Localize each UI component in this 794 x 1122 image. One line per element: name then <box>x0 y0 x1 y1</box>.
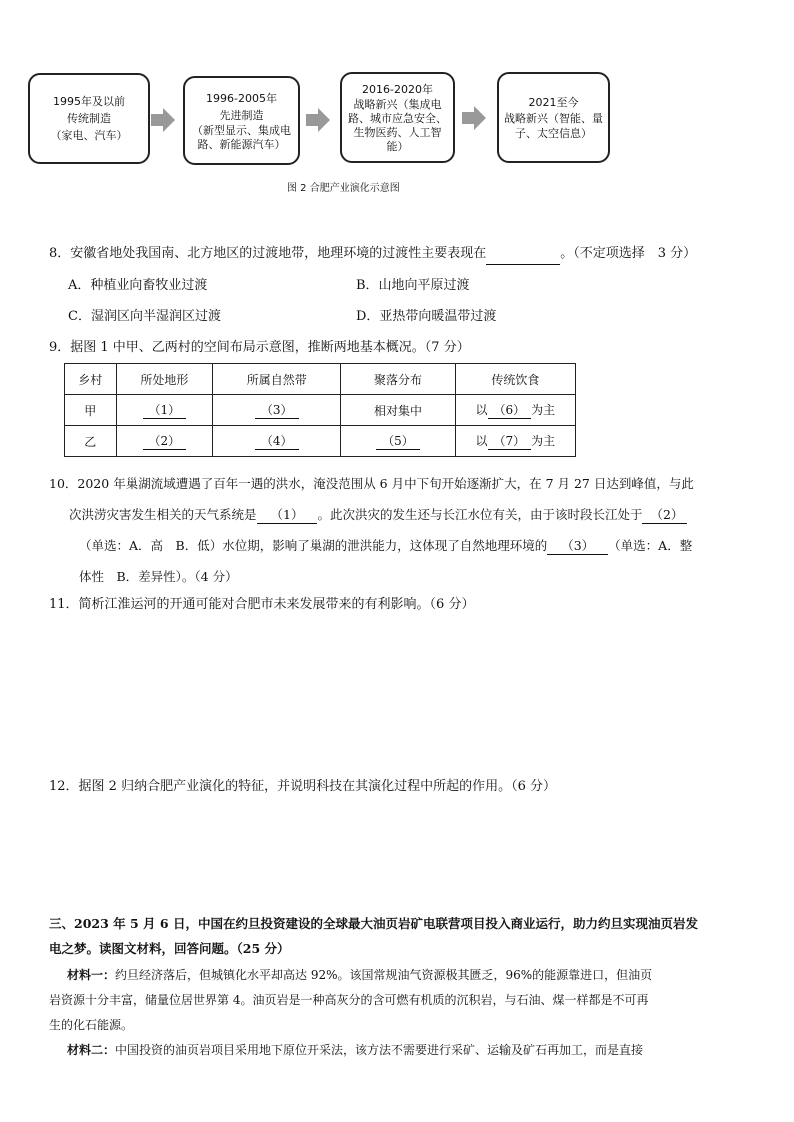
header-terrain: 所处地形 <box>116 364 213 395</box>
table-row <box>65 426 576 457</box>
question-8-blank <box>486 244 560 265</box>
table-header-row <box>65 364 576 395</box>
question-12: 12．据图 2 归纳合肥产业演化的特征，并说明科技在其演化过程中所起的作用。（6 分） <box>49 779 556 794</box>
row-1-village: 甲 <box>65 395 117 426</box>
flow-box-2-stage: 先进制造 <box>219 108 264 122</box>
flow-box-2-detail: （新型显示、集成电路、新能源汽车） <box>192 123 291 151</box>
header-diet: 传统饮食 <box>455 364 575 395</box>
question-10-line-3 <box>49 530 749 561</box>
question-10-blank-2: （2） <box>642 507 687 524</box>
question-10-text-d: （单选：A．整 <box>608 538 693 553</box>
question-10-line-1: 10．2020 年巢湖流域遭遇了百年一遇的洪水，淹没范围从 6 月中下旬开始逐渐扩大，在 7 月 27 日达到峰值，与此 <box>49 476 694 491</box>
question-10-text-a: 次洪涝灾害发生相关的天气系统是 <box>69 507 257 522</box>
figure-caption: 图 2 合肥产业演化示意图 <box>287 183 400 194</box>
question-8-stem-tail: 。（不定项选择 3 分） <box>560 246 697 261</box>
flow-box-4-year: 2021至今 <box>528 96 579 109</box>
row-1-diet-post: 为主 <box>531 403 556 417</box>
flow-box-4-detail: 战略新兴（智能、量子、太空信息） <box>504 112 603 140</box>
flow-box-2 <box>183 76 300 165</box>
question-8-option-c: C．湿润区向半湿润区过渡 <box>68 309 221 324</box>
flow-box-3-year: 2016-2020年 <box>362 83 433 96</box>
question-10-line-4: 体性 B．差异性）。（4 分） <box>79 569 238 584</box>
question-9-stem: 9．据图 1 中甲、乙两村的空间布局示意图，推断两地基本概况。（7 分） <box>49 340 470 355</box>
question-10-text-b: 。此次洪灾的发生还与长江水位有关，由于该时段长江处于 <box>317 507 643 522</box>
flow-box-1-detail: （家电、汽车） <box>50 129 128 142</box>
material-1-line-3: 生的化石能源。 <box>49 1018 134 1032</box>
row-2-diet-pre: 以 <box>475 434 488 448</box>
material-2-line-1 <box>49 1038 749 1063</box>
row-1-terrain-blank: （1） <box>143 402 187 419</box>
flow-box-1 <box>28 73 150 164</box>
row-1-diet-pre: 以 <box>475 403 488 417</box>
header-village: 乡村 <box>65 364 117 395</box>
question-10-text-c: （单选：A．高 B．低）水位期，影响了巢湖的泄洪能力，这体现了自然地理环境的 <box>79 538 548 553</box>
material-1-label: 材料一： <box>67 968 116 982</box>
question-9-table <box>64 363 576 457</box>
row-2-settlement-blank: （5） <box>376 433 420 450</box>
section-3-title-line-2: 电之梦。读图文材料，回答问题。（25 分） <box>49 941 290 956</box>
flow-box-2-year: 1996-2005年 <box>206 91 277 105</box>
material-1-line-1 <box>49 963 749 988</box>
row-1-zone-blank: （3） <box>255 402 299 419</box>
question-8-option-a: A．种植业向畜牧业过渡 <box>68 278 208 293</box>
flow-box-1-stage: 传统制造 <box>67 112 111 125</box>
flow-arrow-3-icon <box>461 105 487 131</box>
question-11: 11．简析江淮运河的开通可能对合肥市未来发展带来的有利影响。（6 分） <box>49 597 475 612</box>
row-1-diet-blank: （6） <box>488 402 532 419</box>
material-1-line-2: 岩资源十分丰富，储量位居世界第 4。油页岩是一种高灰分的含可燃有机质的沉积岩，与石油、煤一样都是不可再 <box>49 993 649 1007</box>
material-1-text-1: 约旦经济落后，但城镇化水平却高达 92%。该国常规油气资源极其匮乏，96%的能源靠进口，但油页 <box>115 968 653 982</box>
flow-box-4 <box>497 72 610 163</box>
question-10-blank-3: （3） <box>547 538 608 555</box>
flow-box-3 <box>340 72 455 163</box>
flow-arrow-2-icon <box>305 107 331 133</box>
question-10-line-2 <box>49 499 749 530</box>
question-10 <box>49 468 749 592</box>
flow-box-1-year: 1995年及以前 <box>53 95 125 108</box>
question-8-option-d: D．亚热带向暖温带过渡 <box>356 309 497 324</box>
header-settlement: 聚落分布 <box>341 364 455 395</box>
material-2-text-1: 中国投资的油页岩项目采用地下原位开采法，该方法不需要进行采矿、运输及矿石再加工，而是直接 <box>115 1043 644 1057</box>
material-2-label: 材料二： <box>67 1043 116 1057</box>
flow-box-3-detail: 战略新兴（集成电路、城市应急安全、生物医药、人工智能） <box>348 98 447 153</box>
row-2-diet-post: 为主 <box>531 434 556 448</box>
question-8-stem-text: 8．安徽省地处我国南、北方地区的过渡地带，地理环境的过渡性主要表现在 <box>49 246 487 261</box>
material-1 <box>49 963 749 1063</box>
row-2-village: 乙 <box>65 426 117 457</box>
row-2-diet-blank: （7） <box>488 433 532 450</box>
row-1-settlement: 相对集中 <box>341 395 455 426</box>
header-zone: 所属自然带 <box>213 364 341 395</box>
question-10-blank-1: （1） <box>257 507 318 524</box>
flow-arrow-1-icon <box>150 107 176 133</box>
question-8-stem <box>49 244 696 265</box>
table-row <box>65 395 576 426</box>
question-8-option-b: B．山地向平原过渡 <box>356 278 470 293</box>
row-2-terrain-blank: （2） <box>143 433 187 450</box>
section-3-title-line-1: 三、2023 年 5 月 6 日，中国在约旦投资建设的全球最大油页岩矿电联营项目投入商业运行，助力约旦实现油页岩发 <box>49 916 698 931</box>
row-2-zone-blank: （4） <box>255 433 299 450</box>
